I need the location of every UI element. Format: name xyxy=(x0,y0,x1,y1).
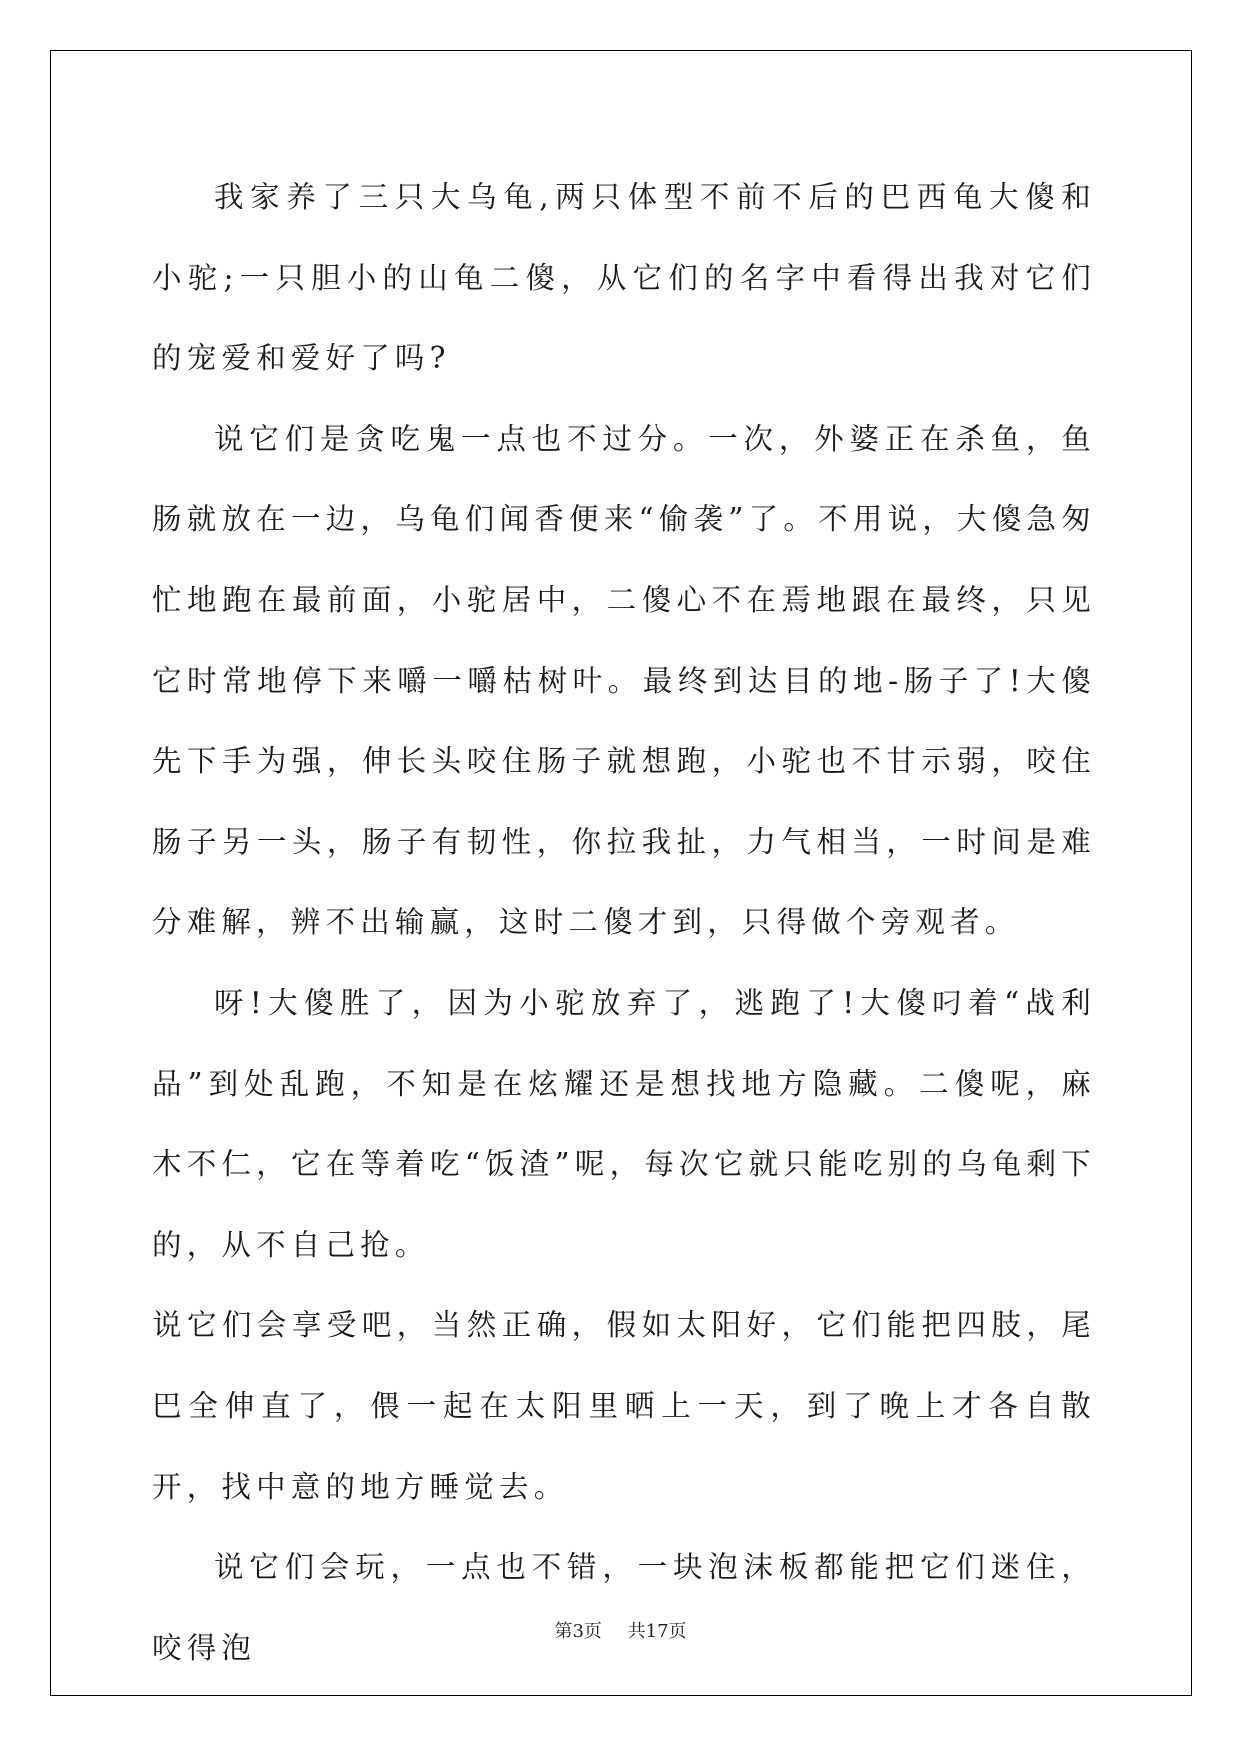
page-footer xyxy=(0,1620,1241,1644)
paragraph-5: 说它们会玩，一点也不错，一块泡沫板都能把它们迷住，咬得泡 xyxy=(152,1550,1096,1665)
paragraph-2: 说它们是贪吃鬼一点也不过分。一次，外婆正在杀鱼，鱼肠就放在一边，乌龟们闻香便来“偷袭”了。不用说，大傻急匆忙地跑在最前面，小驼居中，二傻心不在焉地跟在最终，只见它时常地停下来嚼一嚼枯树叶。最终到达目的地-肠子了!大傻先下手为强，伸长头咬住肠子就想跑，小驼也不甘示弱，咬住肠子另一头，肠子有韧性，你拉我扯，力气相当，一时间是难分难解，辨不出输赢，这时二傻才到，只得做个旁观者。 xyxy=(152,421,1096,940)
document-body xyxy=(152,157,1096,1688)
paragraph-3: 呀!大傻胜了，因为小驼放弃了，逃跑了!大傻叼着“战利品”到处乱跑，不知是在炫耀还是想找地方隐藏。二傻呢，麻木不仁，它在等着吃“饭渣”呢，每次它就只能吃别的乌龟剩下的，从不自己抢。 xyxy=(152,985,1096,1262)
page-number-current: 第3页 xyxy=(554,1621,602,1642)
page-number-total: 共17页 xyxy=(627,1621,687,1642)
paragraph-4: 说它们会享受吧，当然正确，假如太阳好，它们能把四肢，尾巴全伸直了，偎一起在太阳里晒上一天，到了晚上才各自散开，找中意的地方睡觉去。 xyxy=(152,1308,1096,1504)
paragraph-1: 我家养了三只大乌龟,两只体型不前不后的巴西龟大傻和小驼;一只胆小的山龟二傻，从它们的名字中看得出我对它们的宠爱和爱好了吗? xyxy=(152,180,1096,376)
